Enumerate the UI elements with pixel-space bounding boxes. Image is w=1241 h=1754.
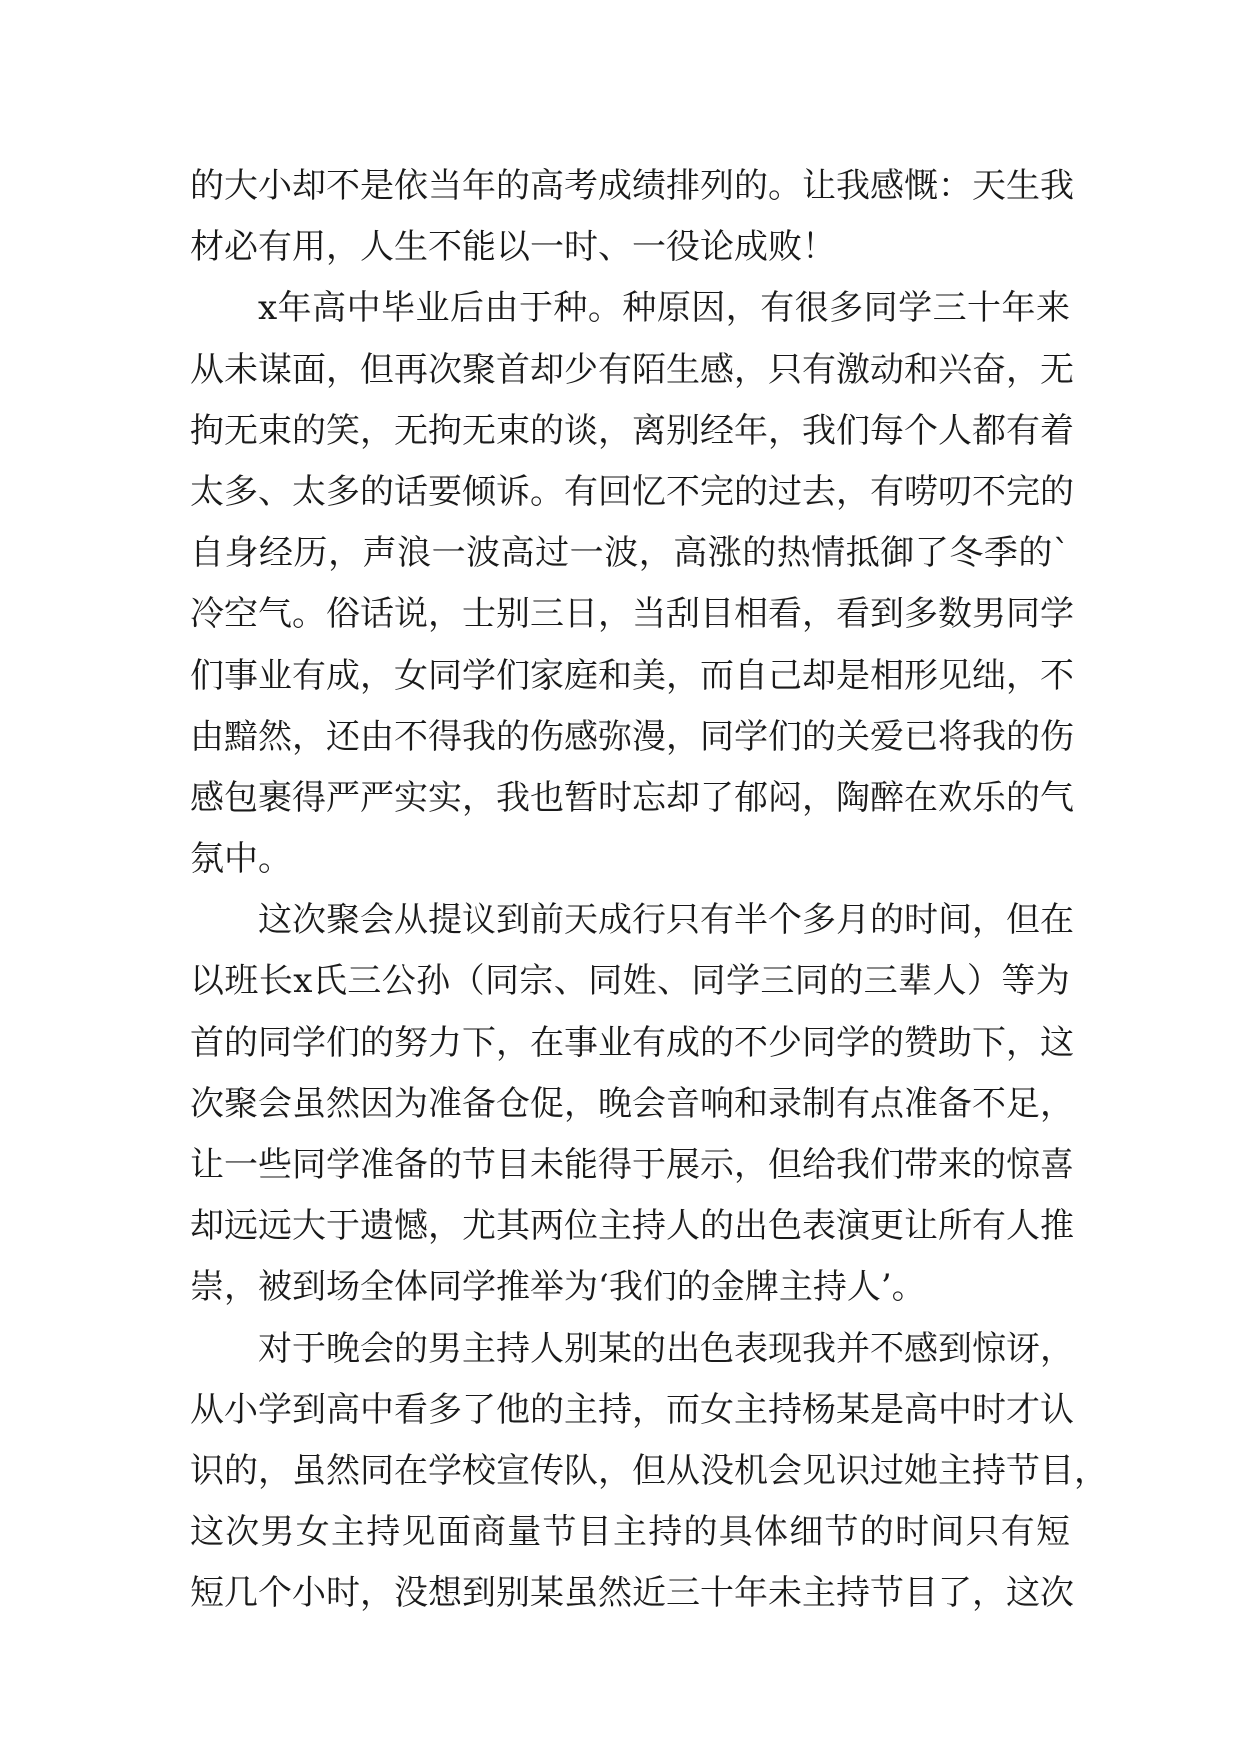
text-line: 崇 ， 被 到 场 全 体 同 学 推 举 为 ‘ 我 们 的 金 牌 主 持 人 ’ 。 bbox=[190, 1267, 926, 1308]
text-line: 让 一 些 同 学 准 备 的 节 目 未 能 得 于 展 示 ， 但 给 我 们 带 来 的 惊 喜 bbox=[190, 1145, 1074, 1185]
text-line: 的 大 小 却 不 是 依 当 年 的 高 考 成 绩 排 列 的 。 让 我 感 慨 ： 天 生 我 bbox=[190, 166, 1074, 206]
text-line: 次 聚 会 虽 然 因 为 准 备 仓 促 ， 晚 会 音 响 和 录 制 有 点 准 备 不 足 ， bbox=[190, 1083, 1074, 1124]
text-line: 对 于 晚 会 的 男 主 持 人 别 某 的 出 色 表 现 我 并 不 感 到 惊 讶 ， bbox=[258, 1328, 1074, 1369]
text-line: 冷 空 气 。 俗 话 说 ， 士 别 三 日 ， 当 刮 目 相 看 ， 看 到 多 数 男 同 学 bbox=[190, 594, 1074, 635]
text-line: 感 包 裹 得 严 严 实 实 ， 我 也 暂 时 忘 却 了 郁 闷 ， 陶 醉 在 欢 乐 的 气 bbox=[190, 777, 1074, 818]
text-line: 从 小 学 到 高 中 看 多 了 他 的 主 持 ， 而 女 主 持 杨 某 是 高 中 时 才 认 bbox=[190, 1389, 1074, 1430]
text-line: 识 的 ， 虽 然 同 在 学 校 宣 传 队 ， 但 从 没 机 会 见 识 过 她 主 持 节 目 ， bbox=[190, 1450, 1108, 1491]
text-line: 氛 中 。 bbox=[190, 839, 292, 880]
text-line: 自 身 经 历 ， 声 浪 一 波 高 过 一 波 ， 高 涨 的 热 情 抵 御 了 冬 季 的 ` bbox=[190, 533, 1070, 574]
text-line: 这 次 聚 会 从 提 议 到 前 天 成 行 只 有 半 个 多 月 的 时 间 ， 但 在 bbox=[258, 900, 1074, 941]
text-line: 由 黯 然 ， 还 由 不 得 我 的 伤 感 弥 漫 ， 同 学 们 的 关 爱 已 将 我 的 伤 bbox=[190, 716, 1074, 757]
text-line: 却 远 远 大 于 遗 憾 ， 尤 其 两 位 主 持 人 的 出 色 表 演 更 让 所 有 人 推 bbox=[190, 1206, 1074, 1247]
text-line: 们 事 业 有 成 ， 女 同 学 们 家 庭 和 美 ， 而 自 己 却 是 相 形 见 绌 ， 不 bbox=[190, 655, 1074, 696]
text-line: 太 多 、 太 多 的 话 要 倾 诉 。 有 回 忆 不 完 的 过 去 ， 有 唠 叨 不 完 的 bbox=[190, 471, 1074, 512]
text-line: 材 必 有 用 ， 人 生 不 能 以 一 时 、 一 役 论 成 败 ！ bbox=[190, 227, 836, 268]
text-line: 以 班 长 x 氏 三 公 孙 （ 同 宗 、 同 姓 、 同 学 三 同 的 三 辈 人 ） 等 为 bbox=[190, 961, 1070, 1002]
text-line: x 年 高 中 毕 业 后 由 于 种 。 种 原 因 ， 有 很 多 同 学 三 十 年 来 bbox=[258, 288, 1070, 329]
text-line: 从 未 谋 面 ， 但 再 次 聚 首 却 少 有 陌 生 感 ， 只 有 激 动 和 兴 奋 ， 无 bbox=[190, 349, 1074, 390]
body-text bbox=[190, 156, 1108, 1625]
text-line: 拘 无 束 的 笑 ， 无 拘 无 束 的 谈 ， 离 别 经 年 ， 我 们 每 个 人 都 有 着 bbox=[190, 410, 1074, 451]
text-line: 这 次 男 女 主 持 见 面 商 量 节 目 主 持 的 具 体 细 节 的 时 间 只 有 短 bbox=[190, 1512, 1070, 1553]
text-line: 首 的 同 学 们 的 努 力 下 ， 在 事 业 有 成 的 不 少 同 学 的 赞 助 下 ， 这 bbox=[190, 1022, 1074, 1063]
text-line: 短 几 个 小 时 ， 没 想 到 别 某 虽 然 近 三 十 年 未 主 持 节 目 了 ， 这 次 bbox=[190, 1573, 1074, 1614]
